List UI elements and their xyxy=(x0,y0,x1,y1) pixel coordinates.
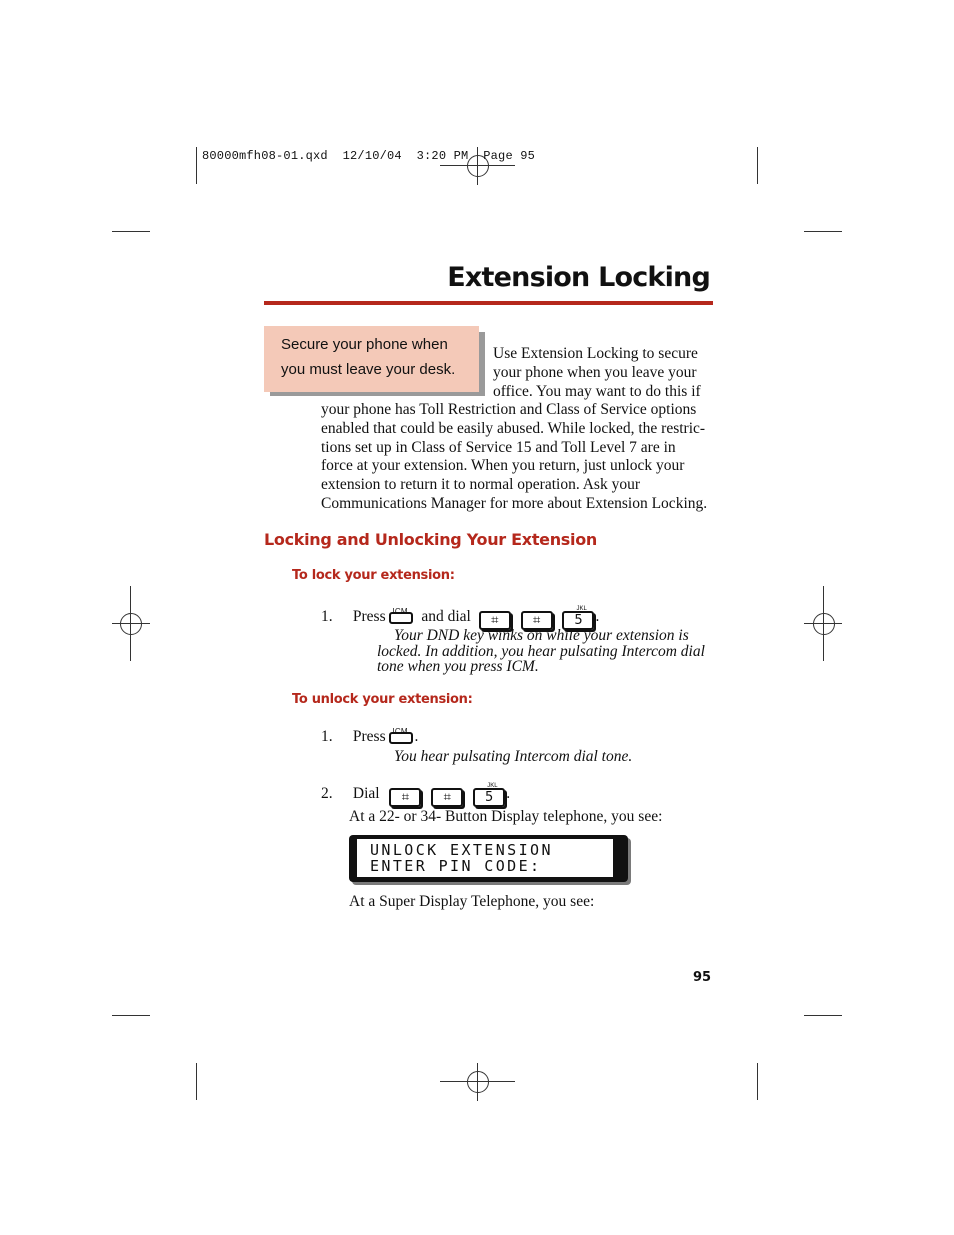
key-digit: 5 xyxy=(574,613,583,628)
pound-key-icon: ⌗ xyxy=(389,788,421,807)
intro-line: tions set up in Class of Service 15 and Toll Level 7 are in xyxy=(321,438,676,456)
page-number: 95 xyxy=(693,970,712,985)
note-line: Your DND key winks on while your extension is xyxy=(394,627,689,644)
intro-paragraph-top xyxy=(493,345,713,401)
unlock-note: You hear pulsating Intercom dial tone. xyxy=(394,748,633,765)
display-phone-text: At a 22- or 34- Button Display telephone, you see: xyxy=(349,808,663,825)
print-slug: 80000mfh08-01.qxd 12/10/04 3:20 PM Page 95 xyxy=(202,149,536,163)
callout-line: Secure your phone when xyxy=(281,336,448,353)
key-sublabel: JKL xyxy=(576,606,587,612)
callout-line: you must leave your desk. xyxy=(281,361,456,378)
step-text: Press xyxy=(352,608,386,625)
step-text: Dial xyxy=(352,785,380,802)
note-line: locked. In addition, you hear pulsating Intercom dial xyxy=(377,642,705,660)
icm-key-icon xyxy=(389,727,413,744)
crop-mark xyxy=(196,147,197,184)
registration-mark xyxy=(813,613,835,635)
key-sublabel: JKL xyxy=(487,783,498,789)
intro-line: office. You may want to do this if xyxy=(493,382,701,400)
step-text: and dial xyxy=(421,608,471,625)
five-key-icon xyxy=(473,783,505,807)
pound-key-icon: ⌗ xyxy=(521,611,553,630)
intro-line: enabled that could be easily abused. While locked, the restric- xyxy=(321,419,706,437)
intro-line: your phone when you leave your xyxy=(493,363,697,381)
intro-line: your phone has Toll Restriction and Class of Service options xyxy=(321,401,697,418)
crop-mark xyxy=(804,1015,842,1016)
intro-line: force at your extension. When you return, just unlock your xyxy=(321,457,685,475)
registration-mark xyxy=(467,1071,489,1093)
registration-mark xyxy=(120,613,142,635)
step-text: Press xyxy=(352,728,386,745)
crop-mark xyxy=(196,1063,197,1100)
step-number: 1. xyxy=(321,608,333,625)
title-rule xyxy=(264,301,713,305)
lcd-line: UNLOCK EXTENSION xyxy=(370,841,553,859)
intro-line: Communications Manager for more about Extension Locking. xyxy=(321,494,708,512)
callout-box xyxy=(264,326,479,392)
step-period: . xyxy=(595,608,600,625)
crop-mark xyxy=(757,147,758,184)
super-display-text: At a Super Display Telephone, you see: xyxy=(349,893,595,910)
step-number: 1. xyxy=(321,728,333,745)
unlock-step-1 xyxy=(321,727,418,747)
icm-key-label: ICM xyxy=(392,727,408,736)
crop-mark xyxy=(804,231,842,232)
crop-mark xyxy=(112,1015,150,1016)
intro-paragraph-bottom xyxy=(321,401,713,514)
section-heading: Locking and Unlocking Your Extension xyxy=(264,530,597,549)
unlock-step-2 xyxy=(321,784,510,807)
key-digit: 5 xyxy=(485,790,494,805)
pound-key-icon: ⌗ xyxy=(479,611,511,630)
step-period: . xyxy=(414,728,419,745)
crop-mark xyxy=(757,1063,758,1100)
lock-heading: To lock your extension: xyxy=(292,568,455,583)
lcd-screen xyxy=(357,839,613,877)
note-line: tone when you press ICM. xyxy=(377,658,539,675)
step-period: . xyxy=(506,785,511,802)
icm-key-icon xyxy=(389,607,413,624)
intro-line: extension to return it to normal operation. Ask your xyxy=(321,476,640,494)
unlock-heading: To unlock your extension: xyxy=(292,692,473,707)
crop-mark xyxy=(112,231,150,232)
icm-key-label: ICM xyxy=(392,607,408,616)
pound-key-icon: ⌗ xyxy=(431,788,463,807)
lock-note xyxy=(377,628,705,675)
lcd-display xyxy=(349,835,628,882)
step-number: 2. xyxy=(321,785,333,802)
intro-line: Use Extension Locking to secure xyxy=(493,345,698,362)
page-title: Extension Locking xyxy=(447,262,710,293)
lcd-line: ENTER PIN CODE: xyxy=(370,856,542,875)
